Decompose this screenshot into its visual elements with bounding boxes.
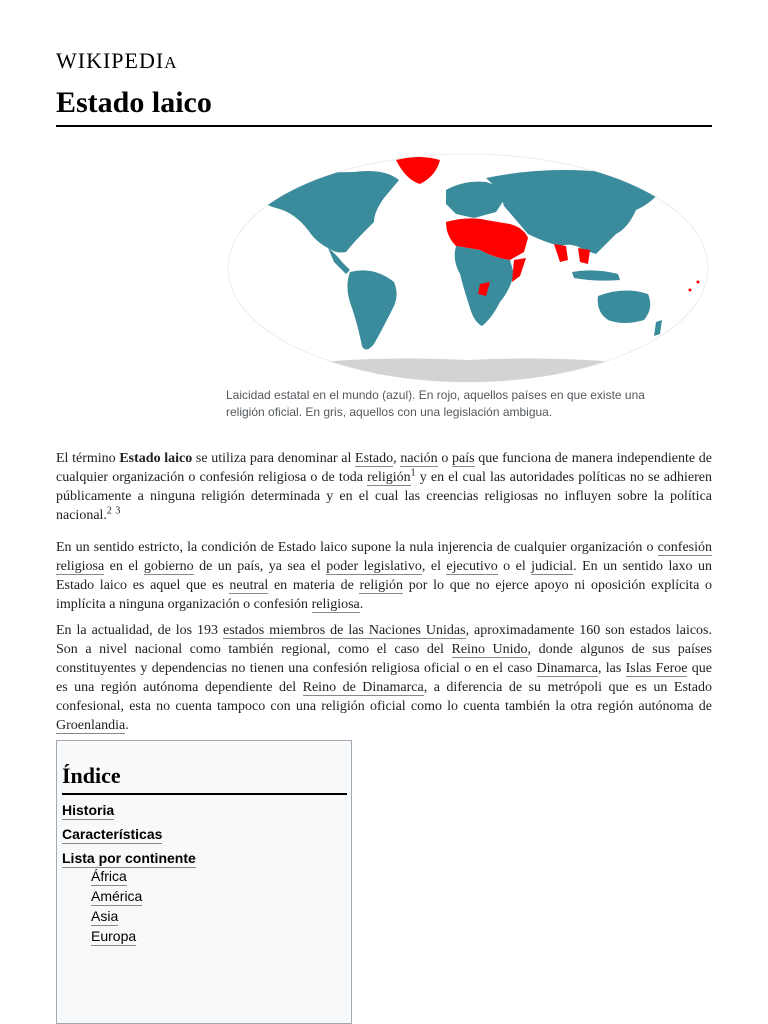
table-of-contents — [56, 740, 352, 1024]
link-estados-onu[interactable]: estados miembros de las Naciones Unidas — [223, 623, 466, 638]
paragraph-strict-sense: En un sentido estricto, la condición de Estado laico supone la nula injerencia de cualquier organización o confesión religiosa en el gobierno de un país, ya sea el poder legislativo, el ejecutivo o el judicial. En un sentido laxo un Estado laico es aquel que es neutral en materia de religión por lo que no ejerce apoyo ni oposición explícita o implícita a ninguna organización o confesión religiosa. — [56, 540, 713, 612]
term-bold: Estado laico — [119, 451, 193, 466]
link-dinamarca[interactable]: Dinamarca — [536, 661, 598, 676]
paragraph-current: En la actualidad, de los 193 estados miembros de las Naciones Unidas, aproximadamente 160 son estados laicos. Son a nivel nacional como también regional, como el caso del Reino Unido, donde algunos de sus países constituyentes y dependencias no tienen una confesión religiosa oficial o en el caso Dinamarca, las Islas Feroe que es una región autónoma dependiente del Reino de Dinamarca, a diferencia de su metrópoli que es un Estado confesional, esta no cuenta tampoco con una religión oficial como lo cuenta también la otra región autónoma de Groenlandia. — [56, 623, 713, 733]
link-neutral[interactable]: neutral — [229, 578, 269, 593]
pacific-island-dot — [697, 281, 700, 284]
toc-subitem-africa[interactable]: África — [91, 868, 127, 884]
link-groenlandia[interactable]: Groenlandia — [56, 718, 126, 733]
link-pais[interactable]: país — [452, 451, 475, 466]
link-ejecutivo[interactable]: ejecutivo — [446, 559, 498, 574]
link-reino-de-dinamarca[interactable]: Reino de Dinamarca — [302, 680, 424, 695]
link-islas-feroe[interactable]: Islas Feroe — [625, 661, 688, 676]
link-judicial[interactable]: judicial — [531, 559, 574, 574]
toc-subitem-america[interactable]: América — [91, 888, 143, 904]
world-map-image[interactable] — [224, 150, 712, 386]
link-poder-legislativo[interactable]: poder legislativo — [326, 559, 422, 574]
toc-title: Índice — [62, 763, 121, 788]
link-estado[interactable]: Estado — [355, 451, 394, 466]
reference-1[interactable]: 1 — [410, 467, 416, 479]
link-confesion-religiosa[interactable]: confesión religiosa — [56, 540, 712, 574]
australia-shape — [598, 290, 651, 323]
pacific-island-dot — [689, 289, 692, 292]
antarctica-shape — [244, 359, 692, 387]
toc-subitem-asia[interactable]: Asia — [91, 908, 119, 924]
link-gobierno[interactable]: gobierno — [143, 559, 194, 574]
link-religiosa[interactable]: religiosa — [311, 597, 360, 612]
toc-item-caracteristicas[interactable]: Características — [62, 826, 163, 842]
paragraph-intro: El término Estado laico se utiliza para denominar al Estado, nación o país que funciona de manera independiente de cualquier organización o confesión religiosa o de toda religión$^1$ y en el cual las autoridades políticas no se adhieren públicamente a ninguna religión determinada y en el cual las creencias religiosas no influyen sobre la política nacional.$^2$ $^3$ — [56, 451, 712, 523]
link-religion[interactable]: religión — [367, 470, 411, 485]
reference-2[interactable]: 2 — [106, 505, 112, 517]
title-divider — [56, 125, 712, 127]
reference-3[interactable]: 3 — [115, 505, 121, 517]
toc-item-historia[interactable]: Historia — [62, 802, 115, 818]
page-title: Estado laico — [56, 86, 212, 119]
toc-divider — [62, 793, 347, 795]
toc-item-lista-por-continente[interactable]: Lista por continente — [62, 850, 196, 866]
link-nacion[interactable]: nación — [400, 451, 438, 466]
link-reino-unido[interactable]: Reino Unido — [451, 642, 528, 657]
toc-subitem-europa[interactable]: Europa — [91, 928, 137, 944]
link-religion-2[interactable]: religión — [359, 578, 404, 593]
figure-caption: Laicidad estatal en el mundo (azul). En rojo, aquellos países en que existe una religión oficial. En gris, aquellos con una legislación ambigua. — [226, 388, 645, 419]
wikipedia-wordmark[interactable]: WIKIPEDIA — [56, 48, 178, 73]
